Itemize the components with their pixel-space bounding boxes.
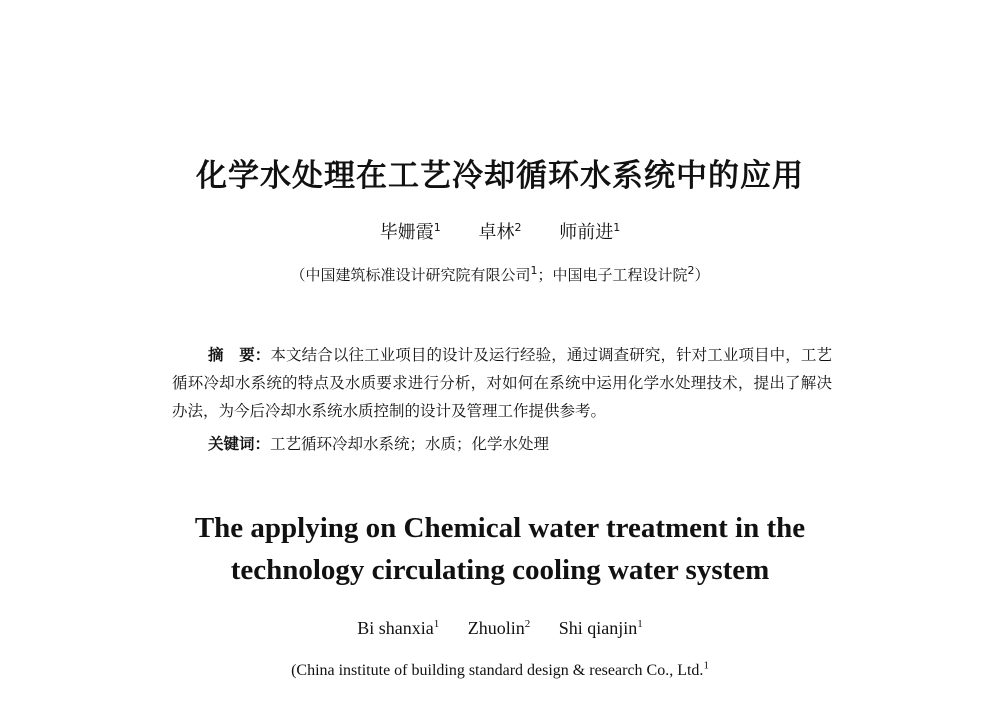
author-en-2-name: Zhuolin (467, 618, 525, 638)
affil-cn-open: （ (290, 266, 306, 284)
author-en-3 (559, 618, 643, 639)
affil-en-sup: 1 (703, 659, 709, 672)
affil-en-text: (China institute of building standard design & research Co., Ltd. (291, 662, 704, 679)
affil-cn-sup2: 2 (687, 264, 695, 277)
author-cn-2-affil: 2 (514, 221, 522, 234)
author-en-1-name: Bi shanxia (357, 618, 434, 638)
author-en-2-affil: 2 (524, 618, 531, 630)
keywords-label: 关键词： (208, 435, 271, 453)
author-cn-2 (479, 218, 522, 244)
author-cn-3-name: 师前进 (559, 222, 614, 243)
abstract-text: 本文结合以往工业项目的设计及运行经验，通过调查研究，针对工业项目中，工艺循环冷却水系统的特点及水质要求进行分析，对如何在系统中运用化学水处理技术，提出了解决办法，为今后冷却水系统水质控制的设计及管理工作提供参考。 (172, 346, 832, 420)
author-cn-1 (380, 218, 441, 244)
title-english-line1: The applying on Chemical water treatment in the (194, 512, 806, 544)
author-en-3-affil: 1 (637, 618, 643, 630)
affiliation-chinese (0, 264, 1000, 285)
authors-chinese (0, 218, 1000, 244)
authors-english (0, 618, 1000, 639)
affil-cn-sep: ； (537, 266, 553, 284)
keywords (208, 432, 549, 454)
author-cn-3-affil: 1 (613, 221, 621, 234)
author-cn-2-name: 卓林 (478, 222, 515, 243)
author-cn-1-name: 毕姗霞 (379, 222, 434, 243)
affiliation-english (0, 659, 1000, 680)
abstract (172, 341, 832, 425)
title-english (0, 507, 1000, 591)
affil-cn-org2: 中国电子工程设计院 (552, 266, 688, 284)
author-en-3-name: Shi qianjin (558, 618, 638, 638)
title-chinese: 化学水处理在工艺冷却循环水系统中的应用 (196, 158, 804, 194)
title-english-line2: technology circulating cooling water system (230, 554, 770, 586)
keywords-text: 工艺循环冷却水系统；水质；化学水处理 (270, 435, 550, 453)
author-cn-3 (559, 218, 620, 244)
author-en-1-affil: 1 (433, 618, 440, 630)
author-cn-1-affil: 1 (433, 221, 441, 234)
author-en-1 (357, 618, 439, 639)
abstract-label: 摘 要： (208, 346, 271, 364)
author-en-2 (468, 618, 531, 639)
affil-cn-org1: 中国建筑标准设计研究院有限公司 (305, 266, 531, 284)
affil-cn-close: ） (694, 266, 710, 284)
affil-cn-sup1: 1 (530, 264, 538, 277)
